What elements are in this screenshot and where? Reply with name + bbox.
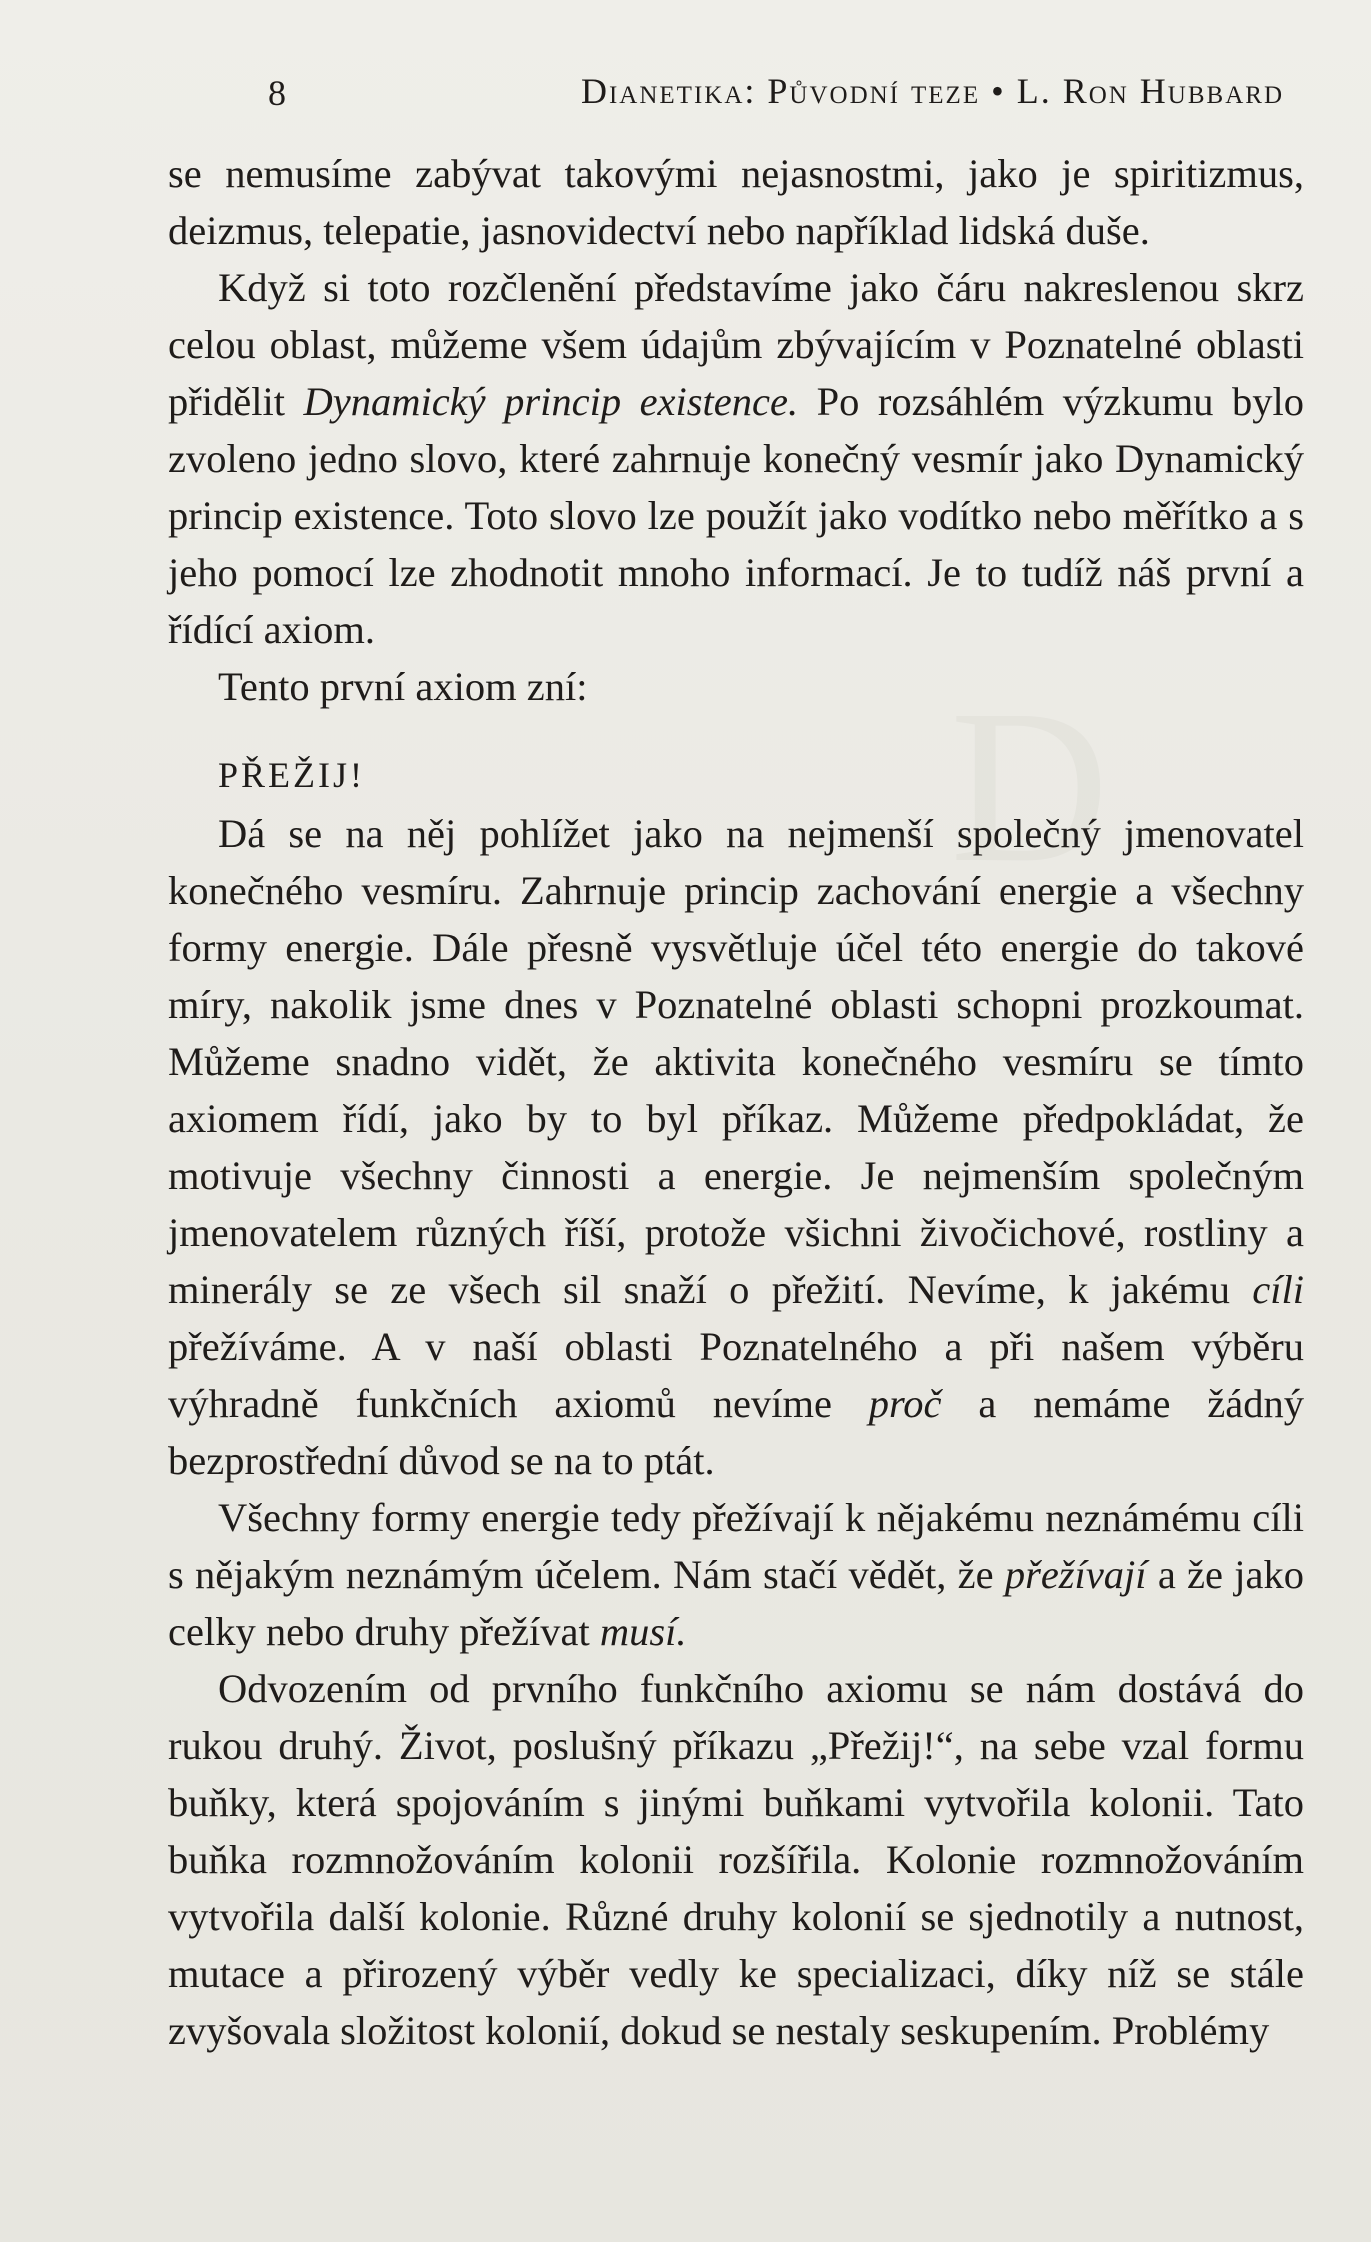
paragraph-4-emphasis-2: proč <box>868 1381 942 1426</box>
paragraph-1: se nemusíme zabývat takovými nejasnostmi, jako je spiritizmus, deizmus, telepatie, jasnovidectví nebo například lidská duše. <box>168 151 1304 253</box>
page-header <box>168 60 1284 120</box>
body-text <box>168 145 1304 2059</box>
paragraph-3: Tento první axiom zní: <box>218 664 588 709</box>
paragraph-2 <box>168 259 1304 658</box>
axiom-heading: PŘEŽIJ! <box>218 755 365 795</box>
paragraph-2-emphasis: Dynamický princip existence. <box>303 379 799 424</box>
paragraph-5-emphasis-1: přežívají <box>1004 1552 1147 1597</box>
page-number: 8 <box>268 73 287 113</box>
paragraph-4-part-a: Dá se na něj pohlížet jako na nejmenší společný jmenovatel konečného vesmíru. Zahrnuje princip zachování energie a všechny formy energie. Dále přesně vysvětluje účel této energie do takové míry, nakolik jsme dnes v Poznatelné oblasti schopni prozkoumat. Můžeme snadno vidět, že aktivita konečného vesmíru se tímto axiomem řídí, jako by to byl příkaz. Můžeme předpokládat, že motivuje všechny činnosti a energie. Je nejmenším společným jmenovatelem různých říší, protože všichni živočichové, rostliny a minerály se ze všech sil snaží o přežití. Nevíme, k jakému <box>168 811 1304 1312</box>
paragraph-5-emphasis-2: musí. <box>599 1609 687 1654</box>
running-title: Dianetika: Původní teze • L. Ron Hubbard <box>580 71 1284 111</box>
paragraph-5-part-b: a že jako celky nebo druhy přežívat <box>168 1552 1304 1654</box>
paragraph-4-emphasis-1: cíli <box>1252 1267 1304 1312</box>
paragraph-4-part-c: a nemáme žádný bezprostřední důvod se na to ptát. <box>168 1381 1304 1483</box>
paragraph-2-part-b: Po rozsáhlém výzkumu bylo zvoleno jedno slovo, které zahrnuje konečný vesmír jako Dynamický princip existence. Toto slovo lze použít jako vodítko nebo měřítko a s jeho pomocí lze zhodnotit mnoho informací. Je to tudíž náš první a řídící axiom. <box>168 379 1304 652</box>
paragraph-4-part-b: přežíváme. A v naší oblasti Poznatelného a při našem výběru výhradně funkčních axiomů nevíme <box>168 1324 1304 1426</box>
show-through-letter: D <box>950 664 1109 908</box>
paragraph-5-part-a: Všechny formy energie tedy přežívají k nějakému neznámému cíli s nějakým neznámým účelem. Nám stačí vědět, že <box>168 1495 1304 1597</box>
paragraph-5 <box>168 1489 1304 1660</box>
paragraph-6: Odvozením od prvního funkčního axiomu se nám dostává do rukou druhý. Život, poslušný příkazu „Přežij!“, na sebe vzal formu buňky, která spojováním s jinými buňkami vytvořila kolonii. Tato buňka rozmnožováním kolonii rozšířila. Kolonie rozmnožováním vytvořila další kolonie. Různé druhy kolonií se sjednotily a nutnost, mutace a přirozený výběr vedly ke specializaci, díky níž se stále zvyšovala složitost kolonií, dokud se nestaly seskupením. Problémy <box>168 1666 1304 2053</box>
paragraph-4 <box>168 805 1304 1489</box>
paragraph-2-part-a: Když si toto rozčlenění představíme jako čáru nakreslenou skrz celou oblast, můžeme všem údajům zbývajícím v Poznatelné oblasti přidělit <box>168 265 1304 424</box>
